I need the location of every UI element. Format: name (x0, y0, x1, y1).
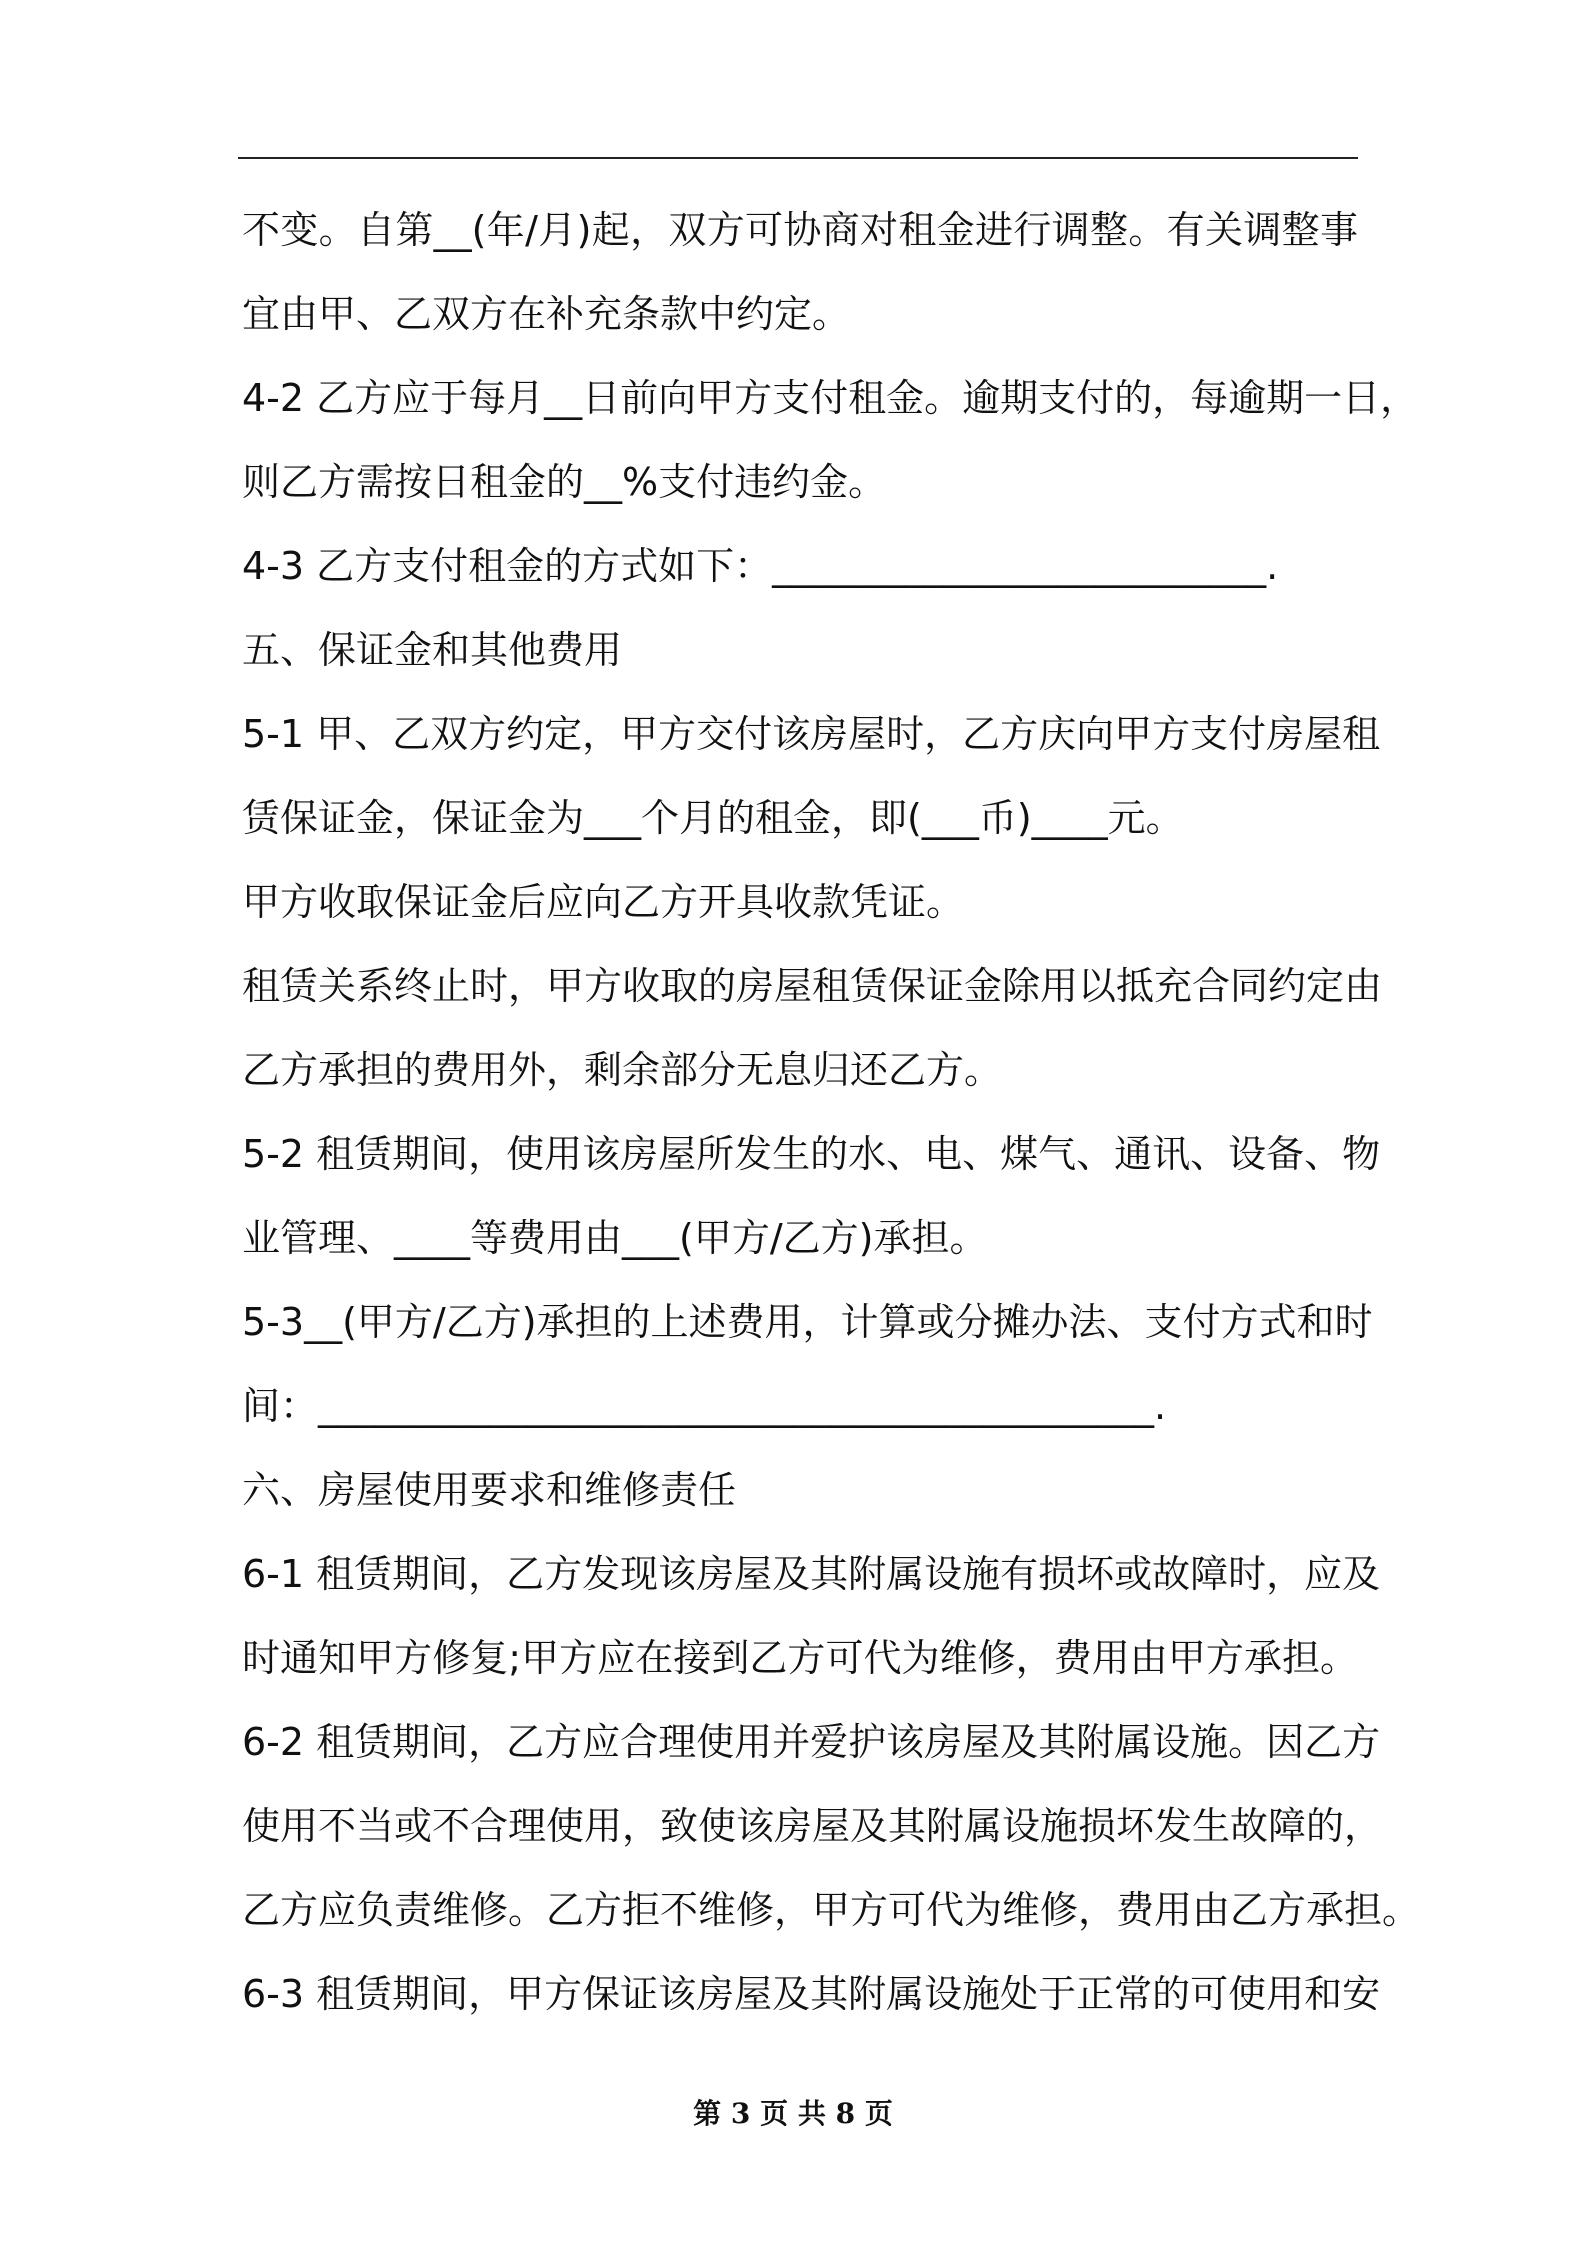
text-line-7: 5-1 甲、乙双方约定，甲方交付该房屋时，乙方庆向甲方支付房屋租 (242, 712, 1381, 756)
text-line-11: 乙方承担的费用外，剩余部分无息归还乙方。 (242, 1048, 1003, 1092)
text-line-17: 6-1 租赁期间，乙方发现该房屋及其附属设施有损坏或故障时，应及 (242, 1552, 1381, 1596)
text-line-22: 6-3 租赁期间，甲方保证该房屋及其附属设施处于正常的可使用和安 (242, 1972, 1381, 2016)
text-line-13: 业管理、____等费用由___(甲方/乙方)承担。 (242, 1216, 988, 1260)
header-rule (238, 157, 1358, 159)
text-line-20: 使用不当或不合理使用，致使该房屋及其附属设施损坏发生故障的， (242, 1804, 1383, 1848)
text-line-5: 4-3 乙方支付租金的方式如下：__________________________. (242, 544, 1279, 588)
text-line-19: 6-2 租赁期间，乙方应合理使用并爱护该房屋及其附属设施。因乙方 (242, 1720, 1381, 1764)
text-line-18: 时通知甲方修复;甲方应在接到乙方可代为维修，费用由甲方承担。 (242, 1636, 1358, 1680)
text-line-9: 甲方收取保证金后应向乙方开具收款凭证。 (242, 880, 965, 924)
text-line-10: 租赁关系终止时，甲方收取的房屋租赁保证金除用以抵充合同约定由 (242, 964, 1383, 1008)
text-line-12: 5-2 租赁期间，使用该房屋所发生的水、电、煤气、通讯、设备、物 (242, 1132, 1381, 1176)
text-line-4: 则乙方需按日租金的__%支付违约金。 (242, 460, 887, 504)
page-number-footer: 第 3 页 共 8 页 (693, 2097, 893, 2130)
text-line-2: 宜由甲、乙双方在补充条款中约定。 (242, 292, 851, 336)
text-line-8: 赁保证金，保证金为___个月的租金，即(___币)____元。 (242, 796, 1184, 840)
text-line-3: 4-2 乙方应于每月__日前向甲方支付租金。逾期支付的，每逾期一日， (242, 376, 1419, 420)
section-heading-5: 五、保证金和其他费用 (242, 628, 623, 672)
text-line-15: 间：____________________________________________. (242, 1384, 1167, 1428)
text-line-14: 5-3__(甲方/乙方)承担的上述费用，计算或分摊办法、支付方式和时 (242, 1300, 1373, 1344)
document-body (242, 188, 1421, 2036)
text-line-1: 不变。自第__(年/月)起，双方可协商对租金进行调整。有关调整事 (242, 208, 1358, 252)
text-line-21: 乙方应负责维修。乙方拒不维修，甲方可代为维修，费用由乙方承担。 (242, 1888, 1421, 1932)
section-heading-6: 六、房屋使用要求和维修责任 (242, 1468, 737, 1512)
